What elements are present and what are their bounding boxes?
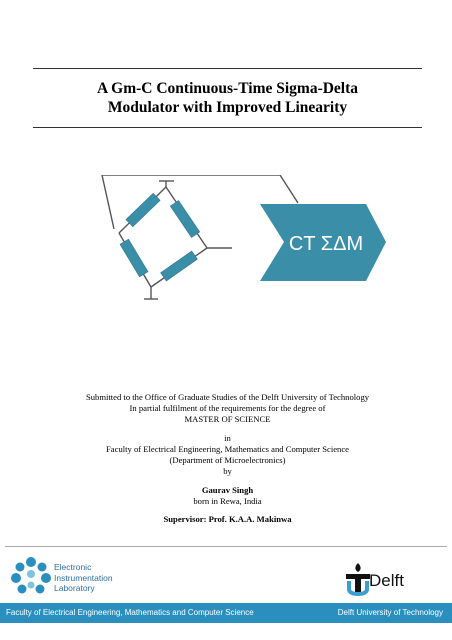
submission-info xyxy=(33,392,422,525)
department-line: (Department of Microelectronics) xyxy=(169,455,286,465)
footer-faculty: Faculty of Electrical Engineering, Mathematics and Computer Science xyxy=(6,608,254,617)
degree-line: MASTER OF SCIENCE xyxy=(184,414,271,424)
footer-university: Delft University of Technology xyxy=(337,608,443,617)
partial-line: In partial fulfilment of the requirements for the degree of xyxy=(129,403,326,413)
author-name: Gaurav Singh xyxy=(201,485,254,495)
modulator-label: CT ΣΔM xyxy=(288,233,364,255)
footer-band xyxy=(0,603,452,623)
born-line: born in Rewa, India xyxy=(193,496,262,506)
footer-rule xyxy=(5,546,447,547)
thesis-title xyxy=(33,79,422,117)
title-line-2: Modulator with Improved Linearity xyxy=(107,99,348,116)
title-bottom-rule xyxy=(33,127,422,128)
top-rule xyxy=(33,68,422,69)
by-line: by xyxy=(223,466,232,476)
resistor-bars xyxy=(120,193,200,281)
in-line: in xyxy=(224,433,231,443)
bridge-modulator-illustration xyxy=(94,175,394,305)
supervisor-line: Supervisor: Prof. K.A.A. Makinwa xyxy=(163,514,292,524)
title-line-1: A Gm-C Continuous-Time Sigma-Delta xyxy=(96,80,359,97)
faculty-line: Faculty of Electrical Engineering, Mathematics and Computer Science xyxy=(106,444,349,454)
resistor-bottom-left xyxy=(120,239,148,277)
eil-logo-icon xyxy=(10,556,52,596)
resistor-top-right xyxy=(170,200,200,237)
submitted-line: Submitted to the Office of Graduate Studies of the Delft University of Technology xyxy=(85,392,370,402)
tu-delft-logo-text: Delft xyxy=(369,571,404,590)
tu-delft-flame-icon xyxy=(345,562,371,596)
resistor-top-left xyxy=(126,193,160,227)
resistor-bottom-right xyxy=(161,251,198,281)
eil-logo-text: Electronic Instrumentation Laboratory xyxy=(54,562,113,593)
